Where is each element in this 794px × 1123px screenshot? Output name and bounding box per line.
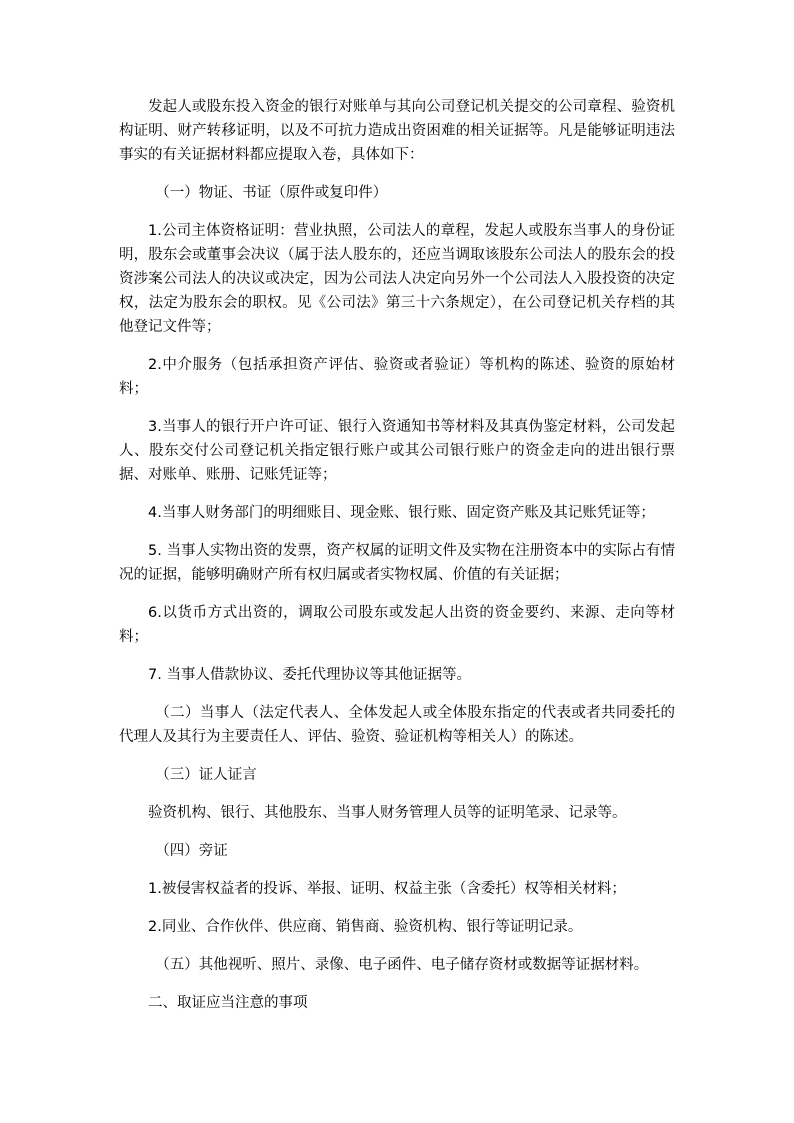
list-item-4: 4.当事人财务部门的明细账目、现金账、银行账、固定资产账及其记账凭证等；: [148, 505, 655, 521]
section-heading-evidence-notes: 二、取证应当注意的事项: [148, 995, 308, 1011]
section-heading-other-evidence: （五）其他视听、照片、录像、电子函件、电子储存资材或数据等证据材料。: [155, 957, 649, 973]
list-item-5: 5. 当事人实物出资的发票，资产权属的证明文件及实物在注册资本中的实际占有情况的证据，能够明确财产所有权归属或者实物权属、价值的有关证据；: [119, 543, 675, 583]
paragraph-witness-testimony: 验资机构、银行、其他股东、当事人财务管理人员等的证明笔录、记录等。: [148, 805, 627, 821]
circumstantial-item-2: 2.同业、合作伙伴、供应商、销售商、验资机构、银行等证明记录。: [148, 919, 583, 935]
section-heading-physical-documentary-evidence: （一）物证、书证（原件或复印件）: [155, 185, 388, 201]
section-heading-witness-testimony: （三）证人证言: [155, 767, 257, 783]
list-item-6: 6.以货币方式出资的，调取公司股东或发起人出资的资金要约、来源、走向等材料；: [119, 605, 675, 645]
list-item-1: 1.公司主体资格证明：营业执照，公司法人的章程，发起人或股东当事人的身份证明，股东会或董事会决议（属于法人股东的，还应当调取该股东公司法人的股东会的投资涉案公司法人的决议或决定，因为公司法人决定向另外一个公司法人入股投资的决定权，法定为股东会的职权。见《公司法》第三十六条规定），在公司登记机关存档的其他登记文件等；: [119, 223, 675, 335]
list-item-3: 3.当事人的银行开户许可证、银行入资通知书等材料及其真伪鉴定材料，公司发起人、股东交付公司登记机关指定银行账户或其公司银行账户的资金走向的进出银行票据、对账单、账册、记账凭证等；: [119, 419, 675, 483]
paragraph-intro: 发起人或股东投入资金的银行对账单与其向公司登记机关提交的公司章程、验资机构证明、财产转移证明，以及不可抗力造成出资困难的相关证据等。凡是能够证明违法事实的有关证据材料都应提取入卷，具体如下：: [119, 99, 675, 163]
section-heading-party-statements: （二）当事人（法定代表人、全体发起人或全体股东指定的代表或者共同委托的代理人及其行为主要责任人、评估、验资、验证机构等相关人）的陈述。: [119, 705, 675, 745]
document-body: [119, 95, 675, 1029]
section-heading-circumstantial-evidence: （四）旁证: [155, 843, 228, 859]
circumstantial-item-1: 1.被侵害权益者的投诉、举报、证明、权益主张（含委托）权等相关材料；: [148, 881, 626, 897]
list-item-7: 7. 当事人借款协议、委托代理协议等其他证据等。: [148, 667, 471, 683]
list-item-2: 2.中介服务（包括承担资产评估、验资或者验证）等机构的陈述、验资的原始材料；: [119, 357, 675, 397]
